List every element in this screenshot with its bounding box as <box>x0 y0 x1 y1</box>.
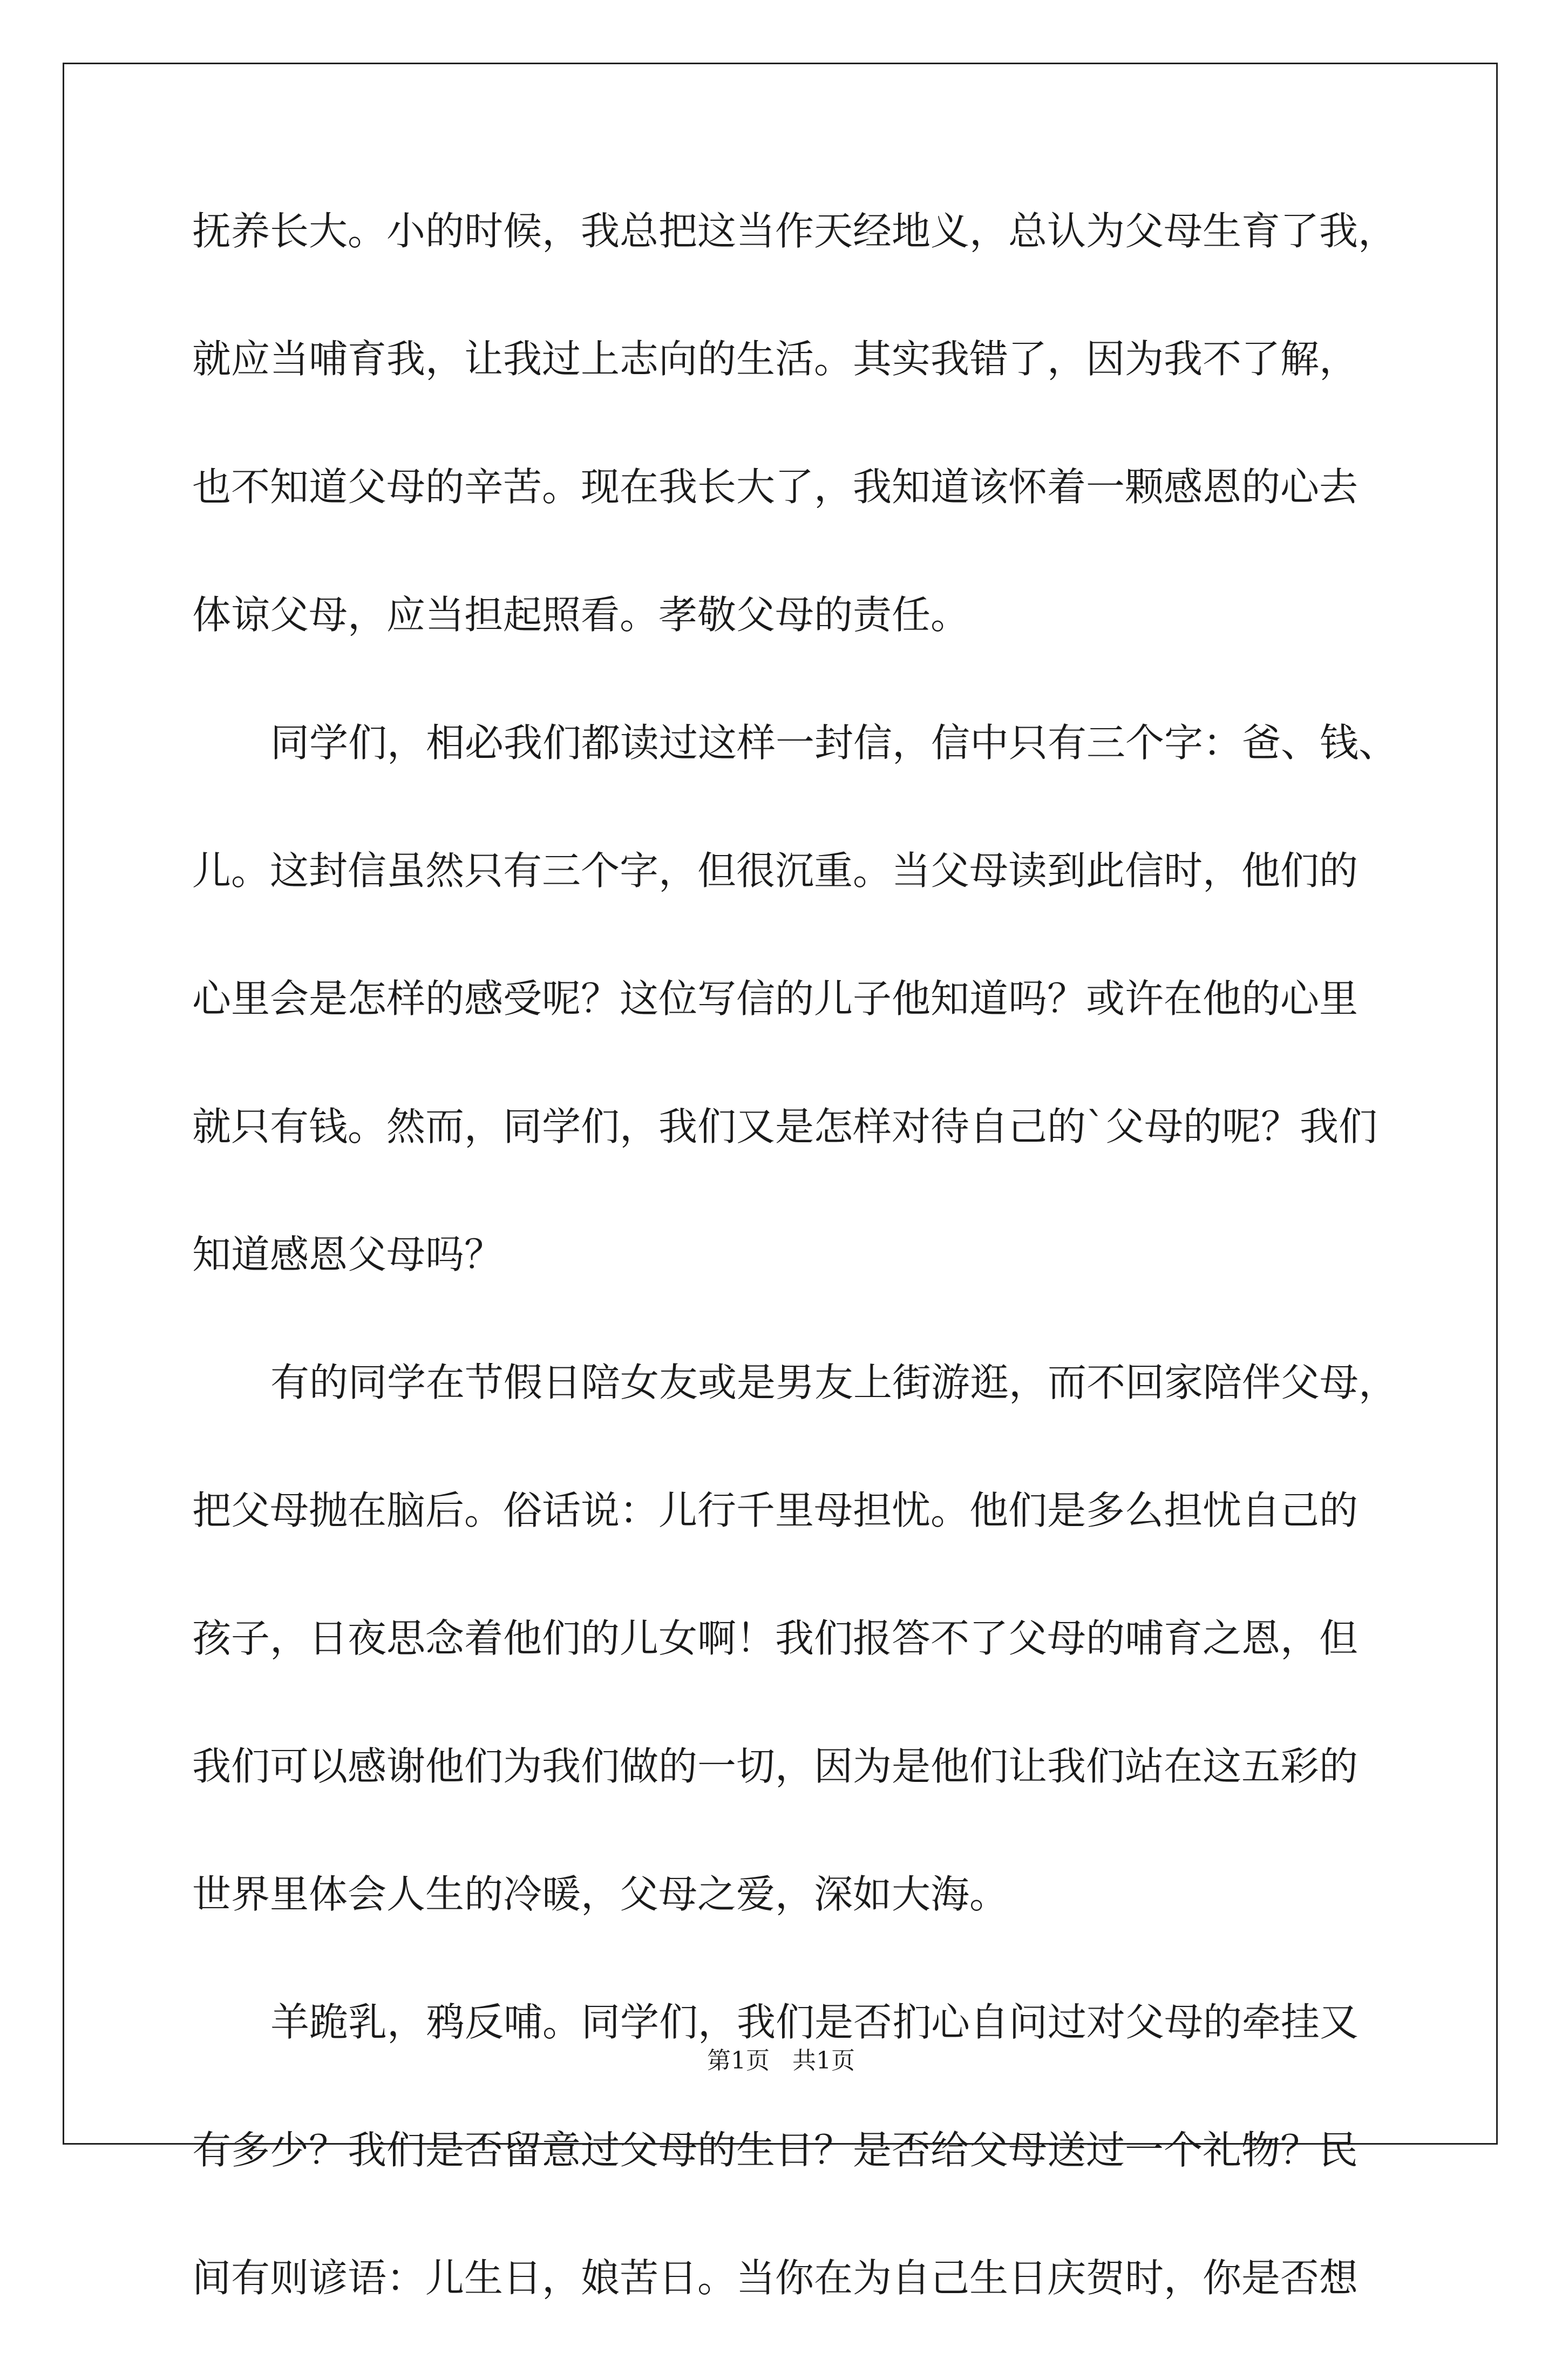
text-line: 抚养长大。小的时候，我总把这当作天经地义，总认为父母生育了我， <box>192 208 1397 254</box>
page-number-footer: 第1页 共1页 <box>707 2047 855 2074</box>
text-line: 心里会是怎样的感受呢？这位写信的儿子他知道吗？或许在他的心里 <box>192 976 1359 1021</box>
text-line: 把父母抛在脑后。俗话说：儿行千里母担忧。他们是多么担忧自己的 <box>192 1488 1359 1533</box>
paragraph-first-line: 有的同学在节假日陪女友或是男友上街游逛，而不回家陪伴父母， <box>270 1360 1398 1405</box>
text-line: 就应当哺育我，让我过上志向的生活。其实我错了，因为我不了解， <box>192 336 1359 382</box>
paragraph-first-line: 同学们，相必我们都读过这样一封信，信中只有三个字：爸、钱、 <box>270 720 1398 765</box>
text-line: 体谅父母，应当担起照看。孝敬父母的责任。 <box>192 592 970 638</box>
text-line: 孩子，日夜思念着他们的儿女啊！我们报答不了父母的哺育之恩，但 <box>192 1616 1359 1661</box>
text-line: 我们可以感谢他们为我们做的一切，因为是他们让我们站在这五彩的 <box>192 1744 1359 1789</box>
text-line: 有多少？我们是否留意过父母的生日？是否给父母送过一个礼物？民 <box>192 2127 1359 2173</box>
text-line: 世界里体会人生的冷暖，父母之爱，深如大海。 <box>192 1872 1009 1917</box>
text-line: 儿。这封信虽然只有三个字，但很沉重。当父母读到此信时，他们的 <box>192 848 1359 893</box>
text-line: 知道感恩父母吗？ <box>192 1232 504 1277</box>
text-line: 也不知道父母的辛苦。现在我长大了，我知道该怀着一颗感恩的心去 <box>192 464 1359 510</box>
text-line: 就只有钱。然而，同学们，我们又是怎样对待自己的`父母的呢？我们 <box>192 1104 1378 1149</box>
paragraph-first-line: 羊跪乳，鸦反哺。同学们，我们是否扪心自问过对父母的牵挂又 <box>270 1999 1359 2045</box>
text-line: 间有则谚语：儿生日，娘苦日。当你在为自己生日庆贺时，你是否想 <box>192 2255 1359 2301</box>
